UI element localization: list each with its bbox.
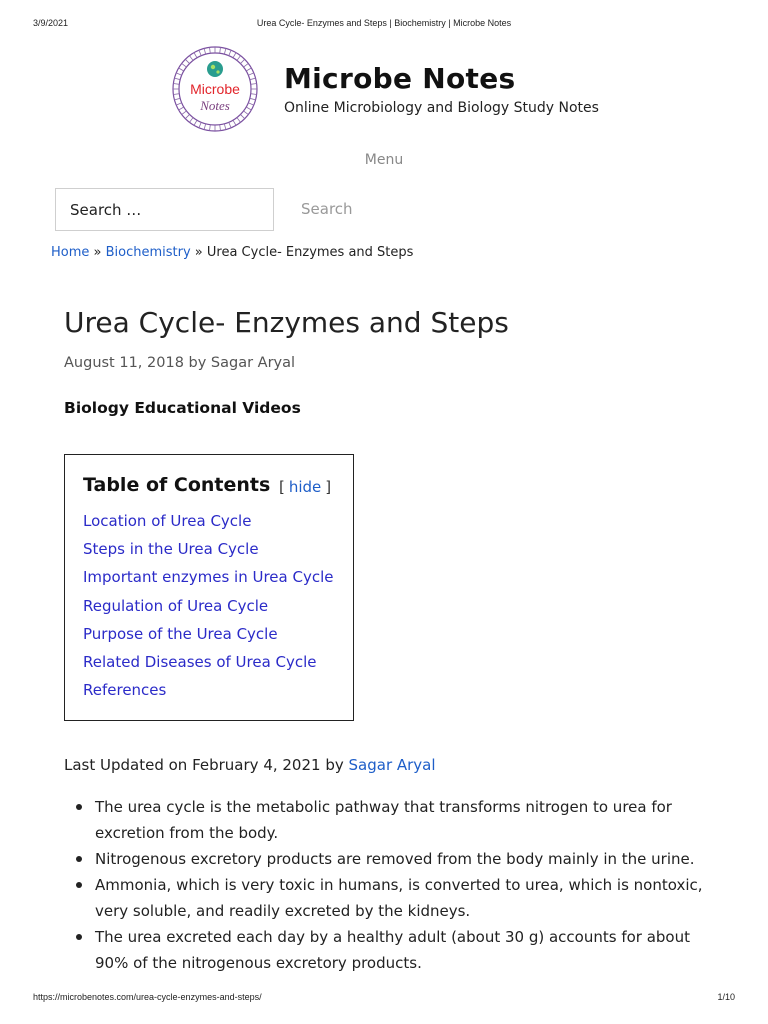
dna-rung [224,48,226,54]
dna-rung [250,78,256,80]
dna-rung [179,68,184,71]
dna-rung [210,125,211,131]
dna-rung [246,107,251,110]
dna-rung [182,111,187,115]
toc-item-steps[interactable]: Steps in the Urea Cycle [83,540,259,559]
dna-rung [194,53,197,58]
dna-rung [233,53,236,58]
dna-rung [174,98,180,100]
breadcrumb [51,245,413,260]
post-meta: August 11, 2018 by Sagar Aryal [64,355,296,371]
dna-rung [210,47,211,53]
dna-rung [229,122,231,128]
dna-rung [176,103,182,105]
dna-rung [182,63,187,67]
list-item: The urea cycle is the metabolic pathway that transforms nitrogen to urea for excretion from the body. [64,794,714,846]
table-of-contents [64,454,354,721]
site-description: Online Microbiology and Biology Study Notes [284,100,599,116]
dna-rung [185,114,189,118]
dna-rung [251,84,257,85]
toc-item-purpose[interactable]: Purpose of the Urea Cycle [83,624,278,643]
list-item: The urea excreted each day by a healthy adult (about 30 g) accounts for about 90% of the nitrogenous excretory products. [64,924,714,976]
dna-rung [189,56,193,61]
menu-toggle[interactable]: Menu [364,152,404,168]
toc-item-regulation[interactable]: Regulation of Urea Cycle [83,596,269,615]
dna-rung [248,103,254,105]
dna-rung [244,63,249,67]
toc-item-location[interactable]: Location of Urea Cycle [83,512,252,530]
toc-toggle [279,478,331,496]
toc-item-enzymes[interactable]: Important enzymes in Urea Cycle [83,568,334,587]
dna-rung [176,73,182,75]
toc-bracket-close: ] [325,478,332,496]
print-footer [0,992,768,1006]
dna-rung [244,111,249,115]
breadcrumb-current: Urea Cycle- Enzymes and Steps [206,245,414,260]
dna-rung [240,59,244,63]
list-item: Ammonia, which is very toxic in humans, is converted to urea, which is nontoxic, very soluble, and readily excreted by the kidneys. [64,872,714,924]
list-item: Nitrogenous excretory products are removed from the body mainly in the urine. [64,846,714,872]
breadcrumb-category-link[interactable]: Biochemistry [105,245,191,260]
print-title: Urea Cycle- Enzymes and Steps | Biochemistry | Microbe Notes [256,18,512,28]
dna-rung [224,124,226,130]
dna-rung [173,84,179,85]
dna-rung [250,98,256,100]
toc-item-diseases[interactable]: Related Diseases of Urea Cycle [83,652,317,671]
toc-item-references[interactable]: References [83,681,167,700]
toc-list [83,511,333,708]
dna-rung [179,107,184,110]
search-button[interactable]: Search [301,200,353,218]
search-input[interactable]: Search … [55,188,274,231]
dna-rung [251,94,257,95]
dna-rung [199,122,201,128]
intro-bullet-list [64,794,714,976]
toc-hide-link[interactable]: hide [288,478,322,496]
last-updated [64,756,436,774]
breadcrumb-separator: » [89,245,106,260]
site-logo[interactable] [170,44,260,134]
dna-rung [240,114,244,118]
dna-rung [199,50,201,56]
dna-rung [194,120,197,125]
dna-rung [204,124,206,130]
dna-rung [185,59,189,63]
videos-heading: Biology Educational Videos [64,399,301,417]
print-url: https://microbenotes.com/urea-cycle-enzymes-and-steps/ [33,992,262,1002]
dna-rung [189,118,193,123]
logo-text-microbe: Microbe [190,81,240,97]
dna-rung [229,50,231,56]
globe-icon [207,61,223,77]
dna-rung [174,78,180,80]
dna-rung [233,120,236,125]
breadcrumb-home-link[interactable]: Home [51,245,90,260]
breadcrumb-separator: » [190,245,207,260]
site-title[interactable]: Microbe Notes [284,62,516,95]
dna-rung [220,125,221,131]
toc-title: Table of Contents [83,474,271,496]
print-header [0,18,768,32]
dna-rung [173,94,179,95]
dna-rung [246,68,251,71]
page-title: Urea Cycle- Enzymes and Steps [64,306,509,339]
author-link[interactable]: Sagar Aryal [348,756,436,774]
toc-bracket-open: [ [279,478,285,496]
dna-rung [237,118,241,123]
dna-rung [220,47,221,53]
dna-rung [204,48,206,54]
print-page-number: 1/10 [717,992,735,1002]
dna-rung [237,56,241,61]
print-date: 3/9/2021 [33,18,69,28]
last-updated-text: Last Updated on February 4, 2021 by [64,756,349,774]
logo-text-notes: Notes [200,98,230,113]
dna-rung [248,73,254,75]
